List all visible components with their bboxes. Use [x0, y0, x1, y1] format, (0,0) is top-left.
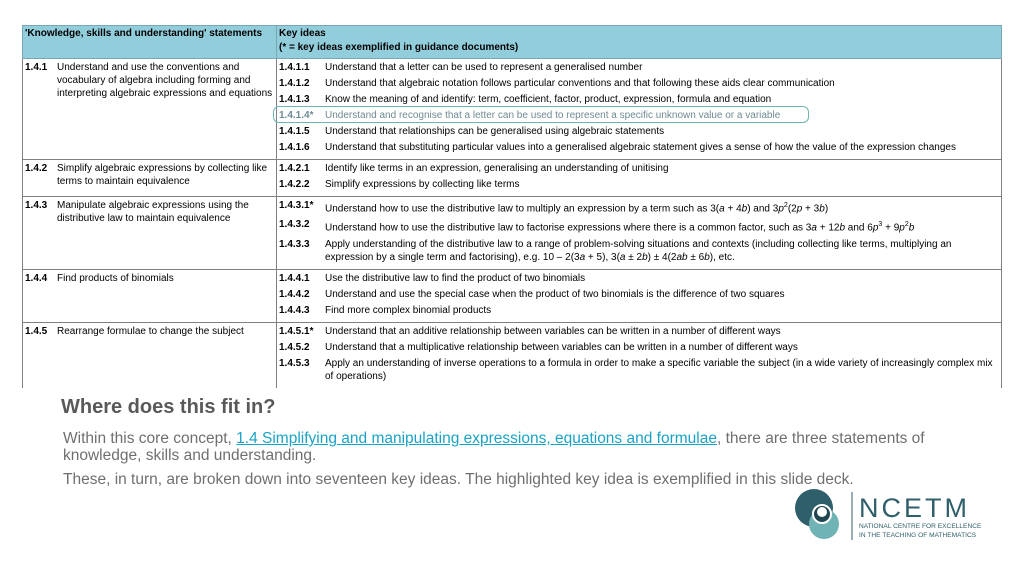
statement-cell: 1.4.2 Simplify algebraic expressions by collecting like terms to maintain equivalence [23, 160, 277, 197]
table-row [23, 322, 1002, 388]
key-idea: 1.4.4.3 Find more complex binomial products [279, 304, 492, 316]
key-idea: 1.4.2.1 Identify like terms in an expression, generalising an understanding of unitising [279, 163, 669, 174]
ideas-cell [277, 160, 1002, 197]
ideas-cell [277, 322, 1002, 388]
statement-cell: 1.4.1 Understand and use the conventions and vocabulary of algebra including forming and interpreting algebraic expressions and equations [23, 59, 277, 160]
key-ideas-table [22, 25, 1002, 388]
logo-line1: NATIONAL CENTRE FOR EXCELLENCE [859, 523, 982, 530]
key-idea: 1.4.4.1 Use the distributive law to find the product of two binomials [279, 272, 586, 284]
key-idea: 1.4.1.6 Understand that substituting particular values into a generalised algebraic statement gives a sense of how the value of the expression changes [279, 142, 956, 153]
statement-cell: 1.4.5 Rearrange formulae to change the subject [23, 322, 277, 388]
key-idea: 1.4.1.3 Know the meaning of and identify: term, coefficient, factor, product, expression, formula and equation [279, 94, 772, 105]
key-idea: 1.4.3.1* Understand how to use the distributive law to multiply an expression by a term such as 3(a + 4b) and $3p^2(2p + 3b)$ [279, 200, 829, 215]
key-idea: 1.4.5.3 Apply an understanding of inverse operations to a formula in order to make a specific variable the subject (in a wide variety of increasingly complex mix of operations) [279, 357, 993, 382]
header-statements: 'Knowledge, skills and understanding' statements [23, 26, 277, 59]
key-idea: 1.4.1.1 Understand that a letter can be used to represent a generalised number [279, 62, 643, 73]
ncetm-logo [792, 488, 992, 544]
ncetm-logo-mark [792, 488, 992, 544]
logo-line2: IN THE TEACHING OF MATHEMATICS [859, 532, 977, 539]
key-idea: 1.4.3.3 Apply understanding of the distributive law to a range of problem-solving situations and contexts (including collecting like terms, multiplying an expression by a single term and factorising), e.g. 10 – 2(3a + 5), 3(a ± 2b) ± 4(2ab ± 6b), etc. [279, 238, 952, 263]
header-key-ideas: Key ideas (* = key ideas exemplified in guidance documents) [277, 26, 1002, 59]
table-row [23, 269, 1002, 322]
table-row [23, 59, 1002, 160]
key-idea: 1.4.1.5 Understand that relationships can be generalised using algebraic statements [279, 126, 665, 137]
core-concept-link[interactable]: 1.4 Simplifying and manipulating expressions, equations and formulae [236, 430, 717, 447]
key-idea: 1.4.4.2 Understand and use the special case when the product of two binomials is the difference of two squares [279, 288, 785, 300]
statement-cell: 1.4.3 Manipulate algebraic expressions using the distributive law to maintain equivalence [23, 197, 277, 270]
highlighted-key-idea: 1.4.1.4* Understand and recognise that a letter can be used to represent a specific unknown value or a variable [279, 109, 999, 122]
summary-paragraph: These, in turn, are broken down into seventeen key ideas. The highlighted key idea is exemplified in this slide deck. [63, 471, 854, 488]
ideas-cell [277, 269, 1002, 322]
key-idea: 1.4.5.2 Understand that a multiplicative relationship between variables can be written in a number of different ways [279, 341, 798, 353]
ideas-cell [277, 59, 1002, 160]
section-heading: Where does this fit in? [61, 396, 276, 418]
key-idea: 1.4.3.2 Understand how to use the distributive law to factorise expressions where there is a common factor, such as 3a + 12b and $6p^3 + 9p^2b$ [279, 219, 915, 234]
logo-wordmark: NCETM [859, 493, 970, 523]
intro-paragraph: Within this core concept, 1.4 Simplifying and manipulating expressions, equations and formulae, there are three statements of knowledge, skills and understanding. [63, 430, 925, 464]
ideas-cell [277, 197, 1002, 270]
table-row [23, 160, 1002, 197]
table-row [23, 197, 1002, 270]
statement-cell: 1.4.4 Find products of binomials [23, 269, 277, 322]
key-idea: 1.4.1.2 Understand that algebraic notation follows particular conventions and that following these aids clear communication [279, 78, 835, 89]
key-idea: 1.4.2.2 Simplify expressions by collecting like terms [279, 179, 520, 190]
key-idea: 1.4.5.1* Understand that an additive relationship between variables can be written in a number of different ways [279, 325, 781, 337]
